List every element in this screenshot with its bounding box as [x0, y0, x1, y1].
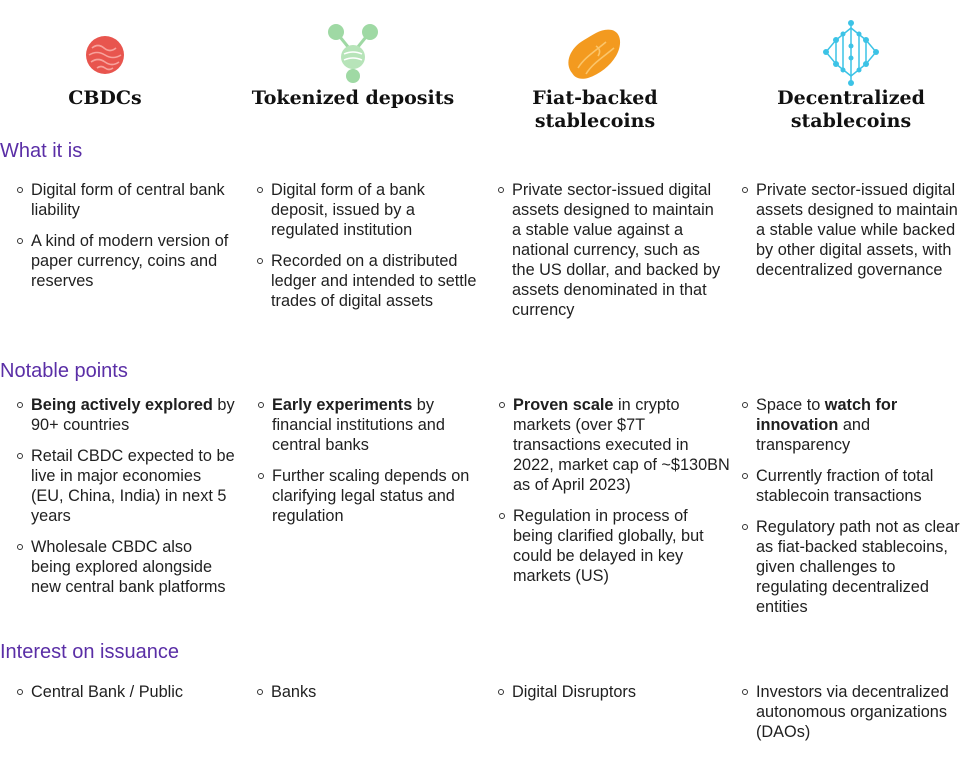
bold-text: watch for innovation [756, 396, 898, 434]
interest-decentral-list [756, 682, 968, 753]
what-it-is-decentral-list [756, 180, 966, 291]
list-item [272, 466, 492, 526]
list-item [756, 395, 961, 455]
list-item [31, 537, 236, 597]
bold-text: Early experiments [272, 396, 413, 414]
list-item [272, 395, 492, 455]
list-item-text: Retail CBDC expected to be live in major economies (EU, China, India) in next 5 years [31, 447, 235, 525]
interest-fiat-list [512, 682, 722, 713]
list-item [756, 466, 961, 506]
what-it-is-fiat-list [512, 180, 727, 331]
blue-network-icon [816, 18, 886, 88]
list-item-text: Further scaling depends on clarifying legal status and regulation [272, 467, 470, 525]
list-item-text: Currently fraction of total stablecoin transactions [756, 467, 934, 505]
list-item [756, 517, 961, 617]
list-item-text: by financial institutions and central banks [272, 396, 445, 454]
list-item-text: Space to [756, 396, 825, 414]
section-title-notable-points: Notable points [0, 360, 128, 382]
interest-cbdc-list [31, 682, 241, 713]
list-item [513, 506, 731, 586]
list-item-text: Regulation in process of being clarified globally, but could be delayed in key markets (US) [513, 507, 704, 585]
notable-cbdc-list [31, 395, 236, 608]
list-item: Private sector-issued digital assets designed to maintain a stable value against a national currency, such as the US dollar, and backed by assets denominated in that currency [512, 180, 727, 320]
list-item: Central Bank / Public [31, 682, 241, 702]
interest-tokenized-list [271, 682, 481, 713]
column-title-cbdcs: CBDCs [68, 87, 142, 109]
orange-blob-icon [558, 18, 628, 88]
list-item [31, 446, 236, 526]
section-title-what-it-is: What it is [0, 140, 83, 162]
list-item: Digital form of a bank deposit, issued by a regulated institution [271, 180, 486, 240]
bold-text: Proven scale [513, 396, 614, 414]
notable-decentral-list [756, 395, 961, 628]
list-item: A kind of modern version of paper currency, coins and reserves [31, 231, 241, 291]
list-item-text: in crypto markets (over $7T transactions executed in 2022, market cap of ~$130BN as of April 2023) [513, 396, 730, 494]
list-item: Banks [271, 682, 481, 702]
list-item: Private sector-issued digital assets designed to maintain a stable value while backed by other digital assets, with decentralized governance [756, 180, 966, 280]
list-item [513, 395, 731, 495]
list-item [31, 395, 236, 435]
list-item-text: and transparency [756, 416, 871, 454]
what-it-is-tokenized-list [271, 180, 486, 322]
list-item: Digital form of central bank liability [31, 180, 241, 220]
column-title-decentralized-stablecoins: Decentralized stablecoins [777, 87, 925, 132]
green-molecule-icon [318, 18, 388, 88]
column-title-fiat-backed-stablecoins: Fiat-backed stablecoins [532, 87, 658, 132]
section-title-interest-on-issuance: Interest on issuance [0, 641, 179, 663]
column-title-tokenized-deposits: Tokenized deposits [251, 87, 455, 109]
notable-fiat-list [513, 395, 731, 597]
list-item: Investors via decentralized autonomous organizations (DAOs) [756, 682, 968, 742]
red-coin-icon [70, 18, 140, 88]
notable-tokenized-list [272, 395, 492, 537]
list-item-text: Regulatory path not as clear as fiat-backed stablecoins, given challenges to regulating decentralized entities [756, 518, 960, 616]
list-item: Recorded on a distributed ledger and intended to settle trades of digital assets [271, 251, 486, 311]
what-it-is-cbdc-list [31, 180, 241, 302]
list-item: Digital Disruptors [512, 682, 722, 702]
list-item-text: by 90+ countries [31, 396, 235, 434]
list-item-text: Wholesale CBDC also being explored alongside new central bank platforms [31, 538, 226, 596]
bold-text: Being actively explored [31, 396, 213, 414]
